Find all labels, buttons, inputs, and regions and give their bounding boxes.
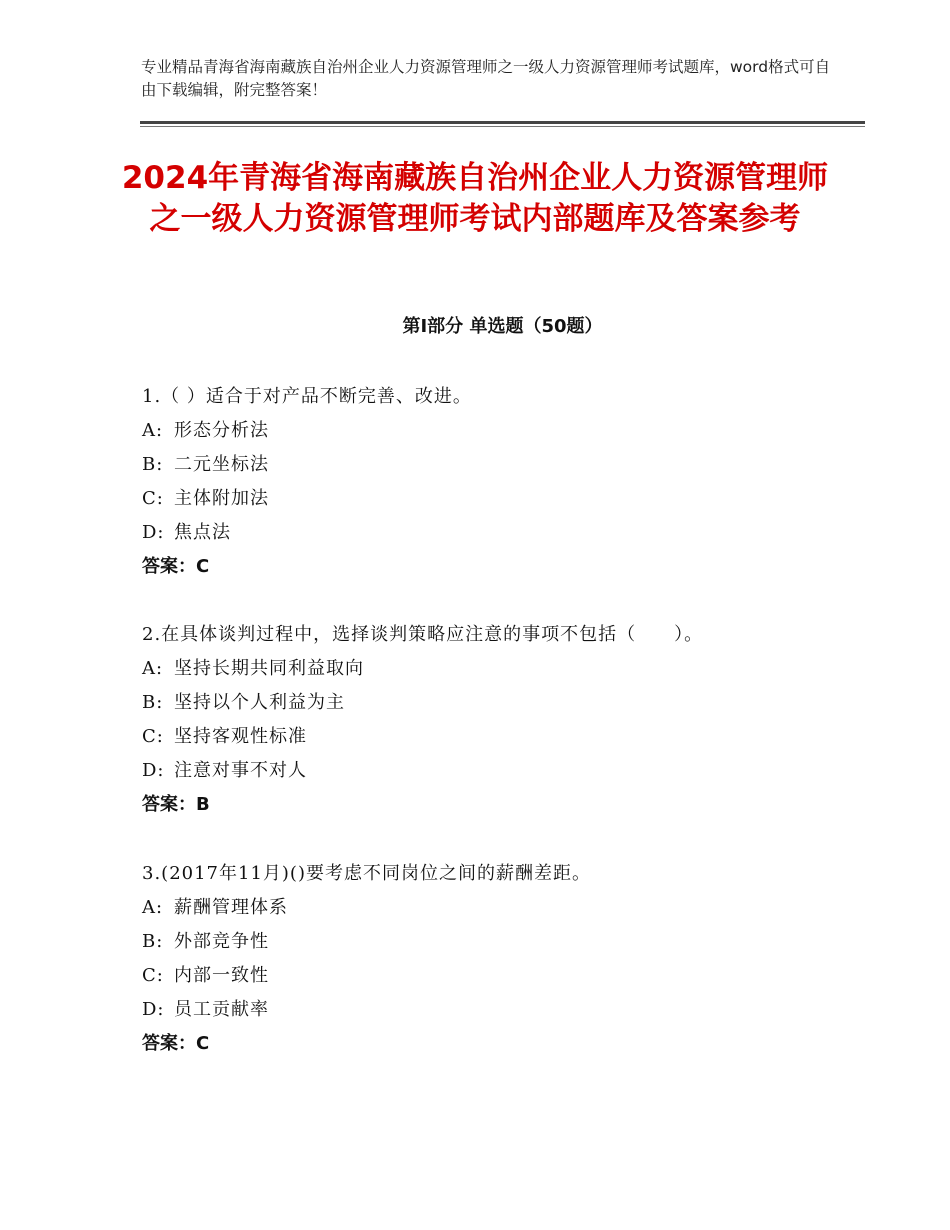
section-title: 第Ⅰ部分 单选题（50题） xyxy=(402,316,603,337)
question-2 xyxy=(142,618,842,822)
option-text: 坚持客观性标准 xyxy=(174,726,307,747)
option-text: 注意对事不对人 xyxy=(174,760,307,781)
option-letter: B: xyxy=(142,454,164,475)
question-stem: 1.（ ）适合于对产品不断完善、改进。 xyxy=(142,386,472,407)
answer: 答案：C xyxy=(142,556,210,577)
option-text: 焦点法 xyxy=(174,522,231,543)
option-letter: D: xyxy=(142,522,165,543)
option-b xyxy=(142,448,842,482)
option-text: 员工贡献率 xyxy=(174,999,269,1020)
header-divider-thick xyxy=(140,121,865,124)
option-d xyxy=(142,516,842,550)
option-letter: C: xyxy=(142,965,164,986)
option-text: 薪酬管理体系 xyxy=(174,897,288,918)
option-b xyxy=(142,925,842,959)
option-letter: C: xyxy=(142,488,164,509)
question-3 xyxy=(142,857,842,1061)
answer: 答案：C xyxy=(142,1033,210,1054)
option-c xyxy=(142,482,842,516)
option-letter: A: xyxy=(142,420,164,441)
option-text: 形态分析法 xyxy=(174,420,269,441)
option-letter: A: xyxy=(142,658,164,679)
option-letter: A: xyxy=(142,897,164,918)
question-1 xyxy=(142,380,842,584)
option-letter: D: xyxy=(142,760,165,781)
option-text: 外部竞争性 xyxy=(174,931,269,952)
option-c xyxy=(142,720,842,754)
option-text: 坚持长期共同利益取向 xyxy=(174,658,364,679)
answer: 答案：B xyxy=(142,794,210,815)
option-letter: B: xyxy=(142,692,164,713)
option-letter: C: xyxy=(142,726,164,747)
option-a xyxy=(142,891,842,925)
option-text: 内部一致性 xyxy=(174,965,269,986)
option-d xyxy=(142,993,842,1027)
option-a xyxy=(142,652,842,686)
header-divider-thin xyxy=(140,126,865,127)
document-title: 2024年青海省海南藏族自治州企业人力资源管理师之一级人力资源管理师考试内部题库及答案参考 xyxy=(121,160,829,237)
option-d xyxy=(142,754,842,788)
option-letter: B: xyxy=(142,931,164,952)
question-stem: 2.在具体谈判过程中，选择谈判策略应注意的事项不包括（ ）。 xyxy=(142,624,704,645)
option-text: 主体附加法 xyxy=(174,488,269,509)
option-b xyxy=(142,686,842,720)
header-note: 专业精品青海省海南藏族自治州企业人力资源管理师之一级人力资源管理师考试题库，word格式可自由下载编辑，附完整答案！ xyxy=(141,58,831,99)
option-letter: D: xyxy=(142,999,165,1020)
option-text: 坚持以个人利益为主 xyxy=(174,692,345,713)
question-stem: 3.(2017年11月)()要考虑不同岗位之间的薪酬差距。 xyxy=(142,863,591,884)
option-c xyxy=(142,959,842,993)
option-a xyxy=(142,414,842,448)
option-text: 二元坐标法 xyxy=(174,454,269,475)
